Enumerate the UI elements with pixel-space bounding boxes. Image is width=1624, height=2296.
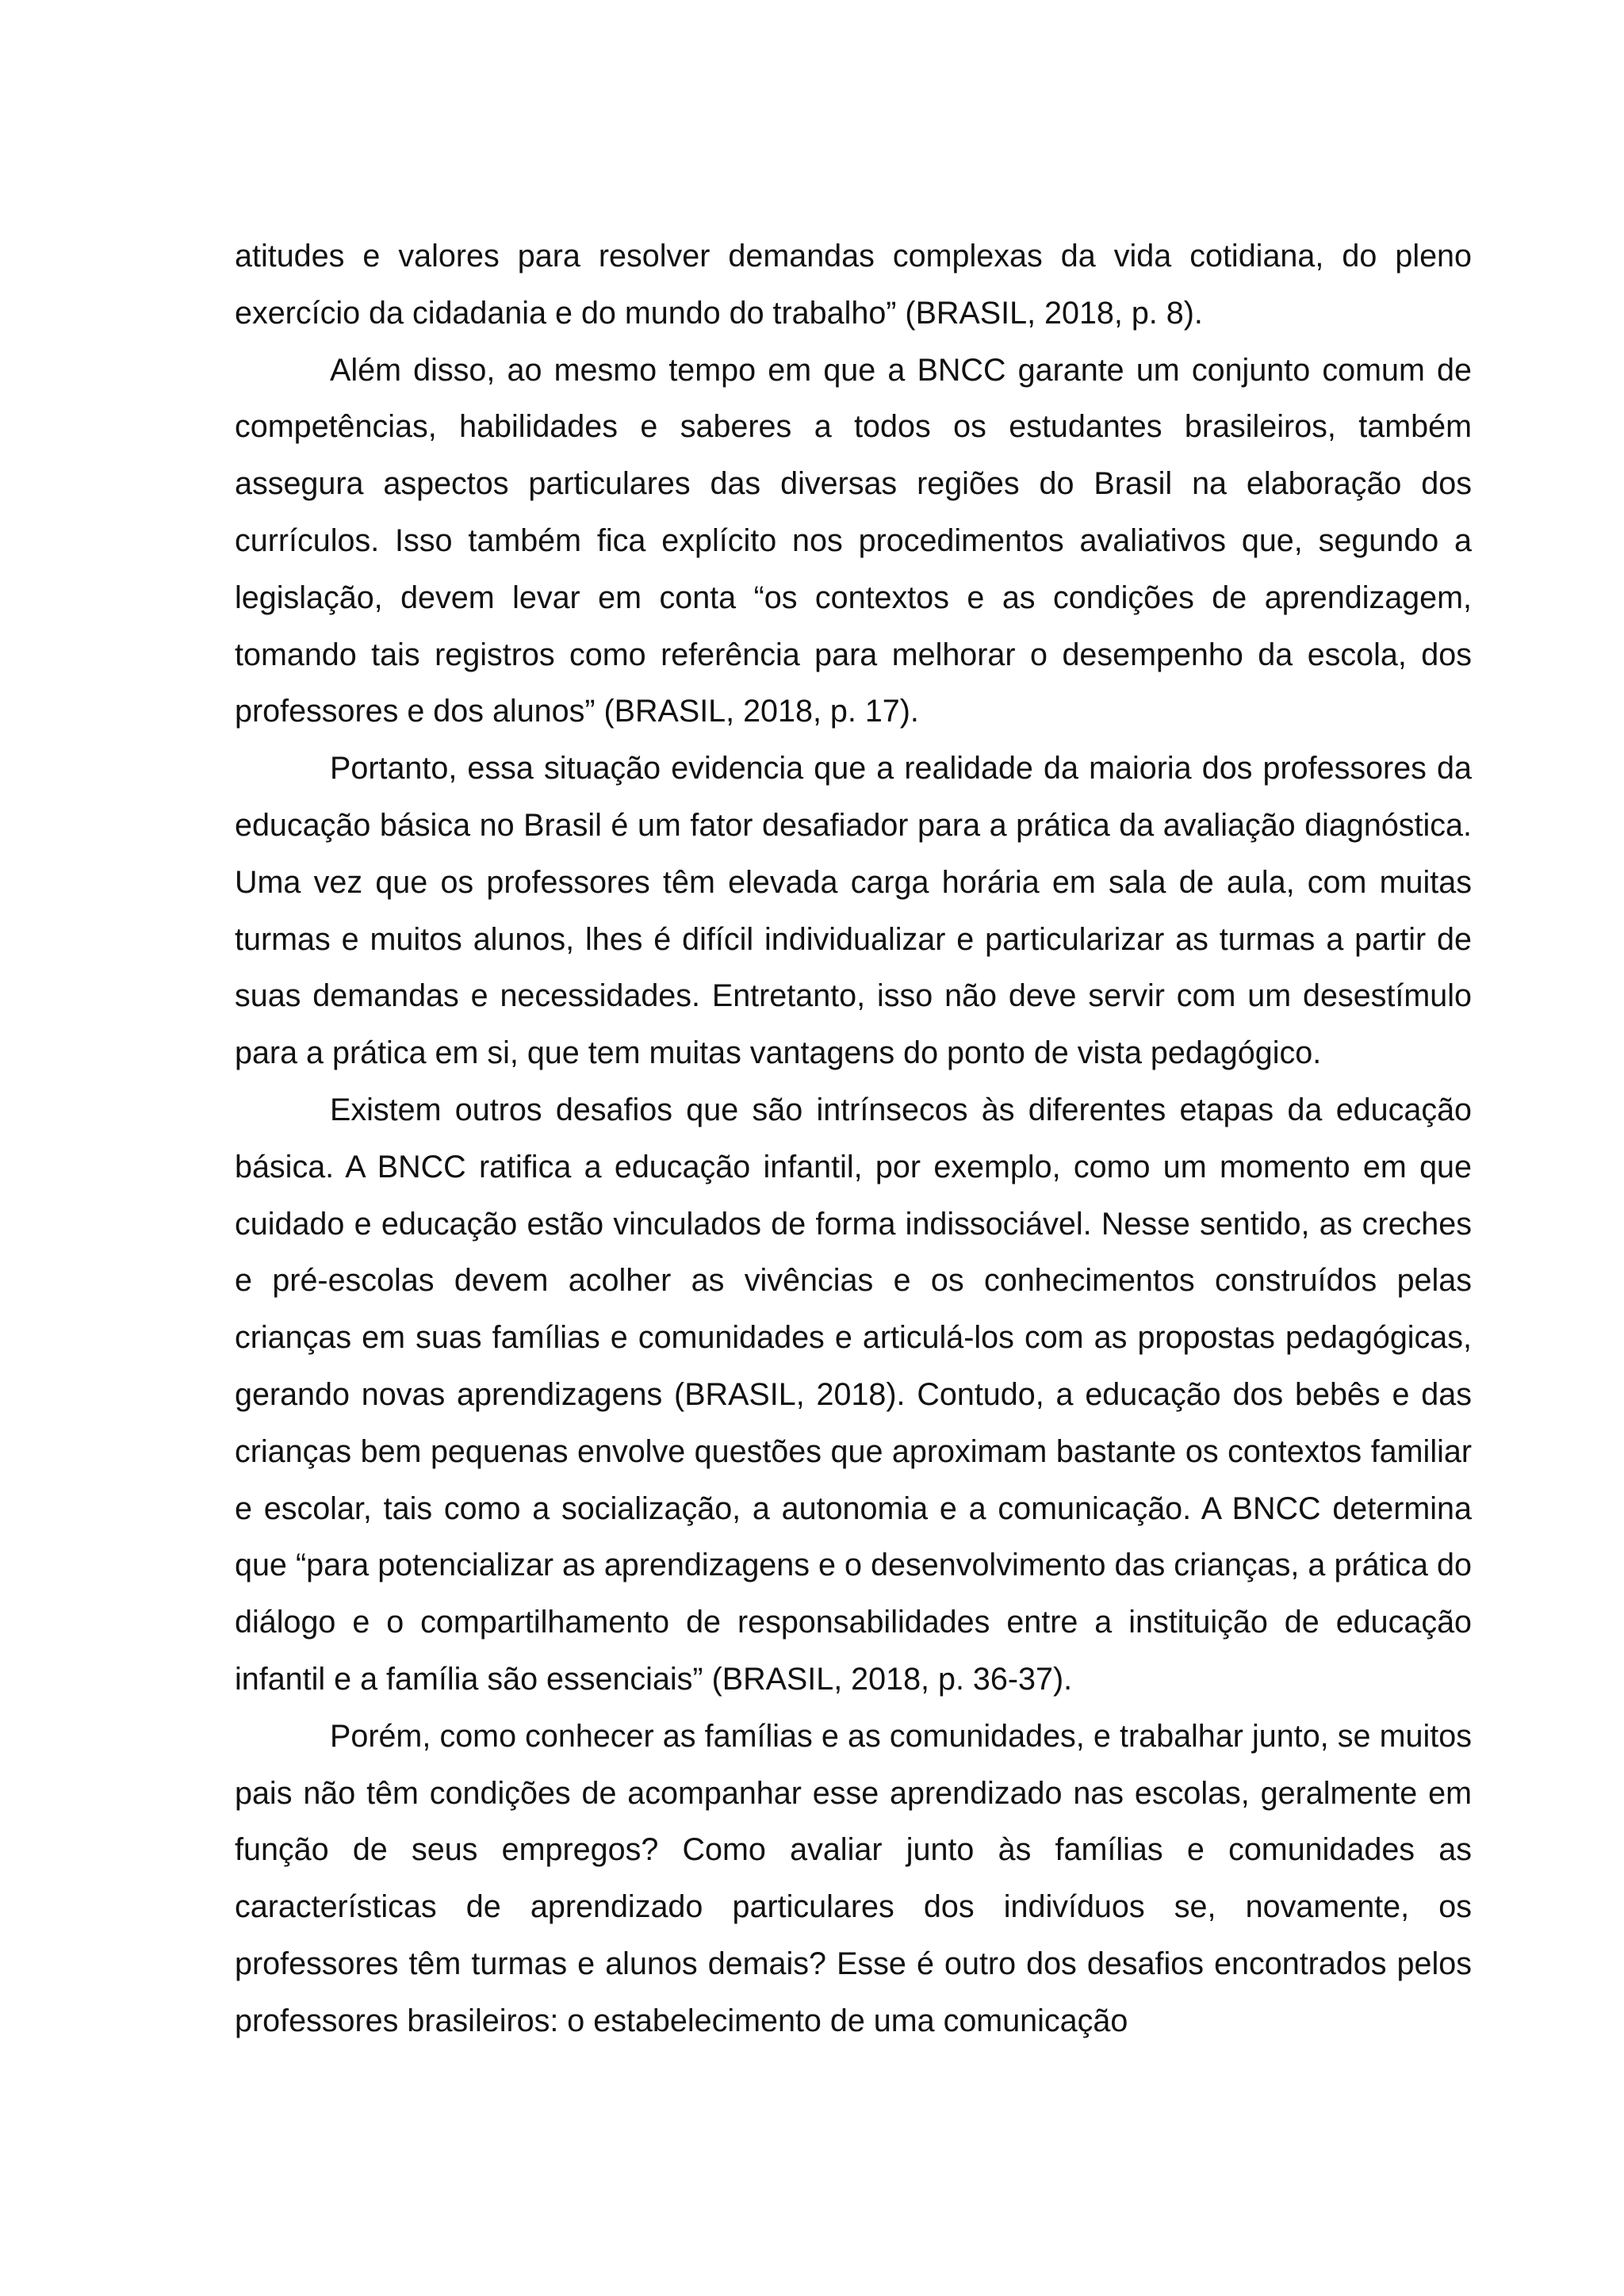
- paragraph: Portanto, essa situação evidencia que a realidade da maioria dos professores da educação básica no Brasil é um fator desafiador para a prática da avaliação diagnóstica. Uma vez que os professores têm elevada carga horária em sala de aula, com muitas turmas e muitos alunos, lhes é difícil individualizar e particularizar as turmas a partir de suas demandas e necessidades. Entretanto, isso não deve servir com um desestímulo para a prática em si, que tem muitas vantagens do ponto de vista pedagógico.: [235, 751, 1472, 1071]
- paragraph: Além disso, ao mesmo tempo em que a BNCC garante um conjunto comum de competências, habilidades e saberes a todos os estudantes brasileiros, também assegura aspectos particulares das diversas regiões do Brasil na elaboração dos currículos. Isso também fica explícito nos procedimentos avaliativos que, segundo a legislação, devem levar em conta “os contextos e as condições de aprendizagem, tomando tais registros como referência para melhorar o desempenho da escola, dos professores e dos alunos” (BRASIL, 2018, p. 17).: [235, 352, 1472, 729]
- paragraph-continuation: atitudes e valores para resolver demandas complexas da vida cotidiana, do pleno exercício da cidadania e do mundo do trabalho” (BRASIL, 2018, p. 8).: [235, 239, 1472, 331]
- paragraph: Existem outros desafios que são intrínsecos às diferentes etapas da educação básica. A BNCC ratifica a educação infantil, por exemplo, como um momento em que cuidado e educação estão vinculados de forma indissociável. Nesse sentido, as creches e pré-escolas devem acolher as vivências e os conhecimentos construídos pelas crianças em suas famílias e comunidades e articulá-los com as propostas pedagógicas, gerando novas aprendizagens (BRASIL, 2018). Contudo, a educação dos bebês e das crianças bem pequenas envolve questões que aproximam bastante os contextos familiar e escolar, tais como a socialização, a autonomia e a comunicação. A BNCC determina que “para potencializar as aprendizagens e o desenvolvimento das crianças, a prática do diálogo e o compartilhamento de responsabilidades entre a instituição de educação infantil e a família são essenciais” (BRASIL, 2018, p. 36-37).: [235, 1092, 1472, 1697]
- body-text: [235, 228, 1472, 2050]
- paragraph: Porém, como conhecer as famílias e as comunidades, e trabalhar junto, se muitos pais não têm condições de acompanhar esse aprendizado nas escolas, geralmente em função de seus empregos? Como avaliar junto às famílias e comunidades as características de aprendizado particulares dos indivíduos se, novamente, os professores têm turmas e alunos demais? Esse é outro dos desafios encontrados pelos professores brasileiros: o estabelecimento de uma comunicação: [235, 1718, 1472, 2038]
